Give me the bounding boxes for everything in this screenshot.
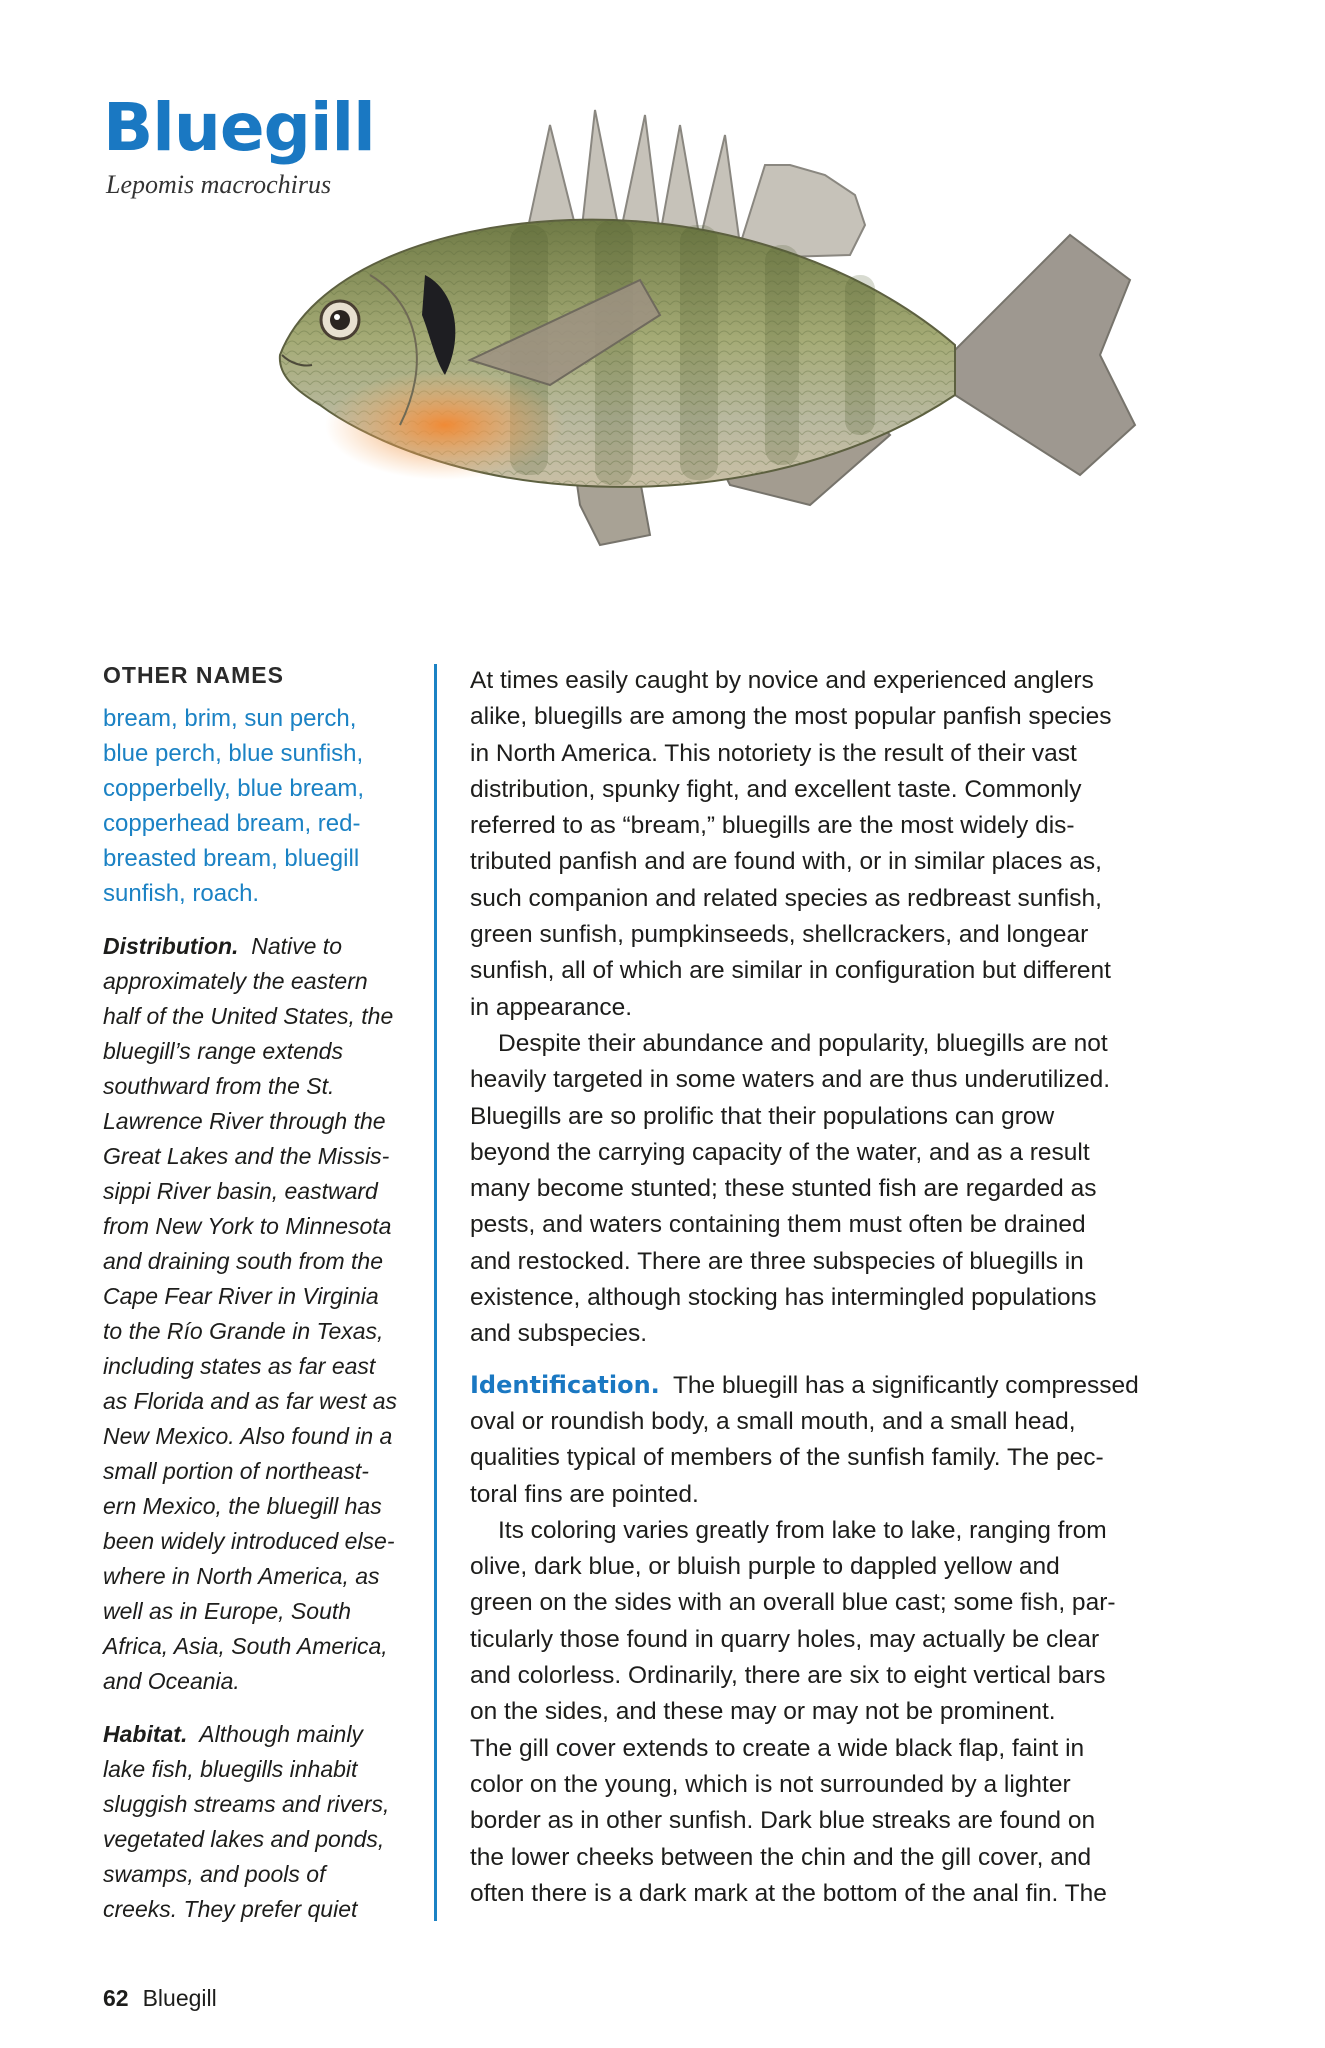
body-line: existence, although stocking has intermingled populations	[470, 1284, 1097, 1312]
habitat-line: Habitat. Although mainly	[103, 1721, 363, 1747]
body-line: on the sides, and these may or may not be prominent.	[470, 1698, 1056, 1726]
page-footer	[103, 1985, 217, 2012]
running-title: Bluegill	[142, 1985, 217, 2011]
distribution-line: Great Lakes and the Missis-	[103, 1143, 390, 1169]
column-divider	[434, 664, 437, 1921]
body-line: heavily targeted in some waters and are thus underutilized.	[470, 1066, 1111, 1094]
distribution-line: ern Mexico, the bluegill has	[103, 1493, 382, 1519]
body-line: border as in other sunfish. Dark blue streaks are found on	[470, 1807, 1096, 1835]
intro-paragraph	[470, 663, 1160, 1026]
distribution-line: Distribution. Native to	[103, 933, 342, 959]
body-line: pests, and waters containing them must often be drained	[470, 1211, 1086, 1239]
body-line: Bluegills are so prolific that their populations can grow	[470, 1102, 1055, 1130]
distribution-label: Distribution.	[103, 933, 239, 959]
page-number: 62	[103, 1985, 129, 2011]
body-line: The gill cover extends to create a wide black flap, faint in	[470, 1734, 1085, 1762]
distribution-line: sippi River basin, eastward	[103, 1178, 378, 1204]
distribution-line: southward from the St.	[103, 1073, 335, 1099]
body-line: alike, bluegills are among the most popular panfish species	[470, 703, 1112, 731]
body-line: Despite their abundance and popularity, bluegills are not	[498, 1029, 1108, 1057]
names-line: blue perch, blue sunfish,	[103, 740, 364, 767]
habitat-label: Habitat.	[103, 1721, 188, 1747]
distribution-line: been widely introduced else-	[103, 1528, 395, 1554]
body-line: distribution, spunky fight, and excellent taste. Commonly	[470, 775, 1082, 803]
distribution-line: Africa, Asia, South America,	[103, 1633, 388, 1659]
distribution-line: approximately the eastern	[103, 968, 368, 994]
body-line: in North America. This notoriety is the result of their vast	[470, 739, 1077, 767]
identification-label: Identification.	[470, 1370, 660, 1399]
other-names-heading: OTHER NAMES	[103, 662, 284, 688]
distribution-line: including states as far east	[103, 1353, 376, 1379]
scientific-name: Lepomis macrochirus	[106, 170, 332, 199]
tail-fin	[950, 235, 1135, 475]
distribution-line: bluegill’s range extends	[103, 1038, 343, 1064]
distribution-line: half of the United States, the	[103, 1003, 394, 1029]
habitat-line: sluggish streams and rivers,	[103, 1791, 390, 1817]
body-line: many become stunted; these stunted fish are regarded as	[470, 1175, 1097, 1203]
distribution-line: and Oceania.	[103, 1668, 240, 1694]
body-line: the lower cheeks between the chin and the gill cover, and	[470, 1843, 1092, 1871]
distribution-line: well as in Europe, South	[103, 1598, 352, 1624]
body-line: green on the sides with an overall blue cast; some fish, par-	[470, 1589, 1116, 1617]
names-line: sunfish, roach.	[103, 880, 260, 907]
body-line: often there is a dark mark at the bottom of the anal fin. The	[470, 1879, 1107, 1907]
body-line: Its coloring varies greatly from lake to lake, ranging from	[498, 1516, 1107, 1544]
distribution-line: from New York to Minnesota	[103, 1213, 392, 1239]
body-line: green sunfish, pumpkinseeds, shellcrackers, and longear	[470, 921, 1089, 949]
body-line: ticularly those found in quarry holes, may actually be clear	[470, 1625, 1100, 1653]
distribution-section	[103, 929, 413, 1699]
sidebar	[103, 662, 413, 1927]
names-line: copperbelly, blue bream,	[103, 775, 365, 802]
habitat-line: lake fish, bluegills inhabit	[103, 1756, 358, 1782]
orange-breast	[325, 370, 565, 480]
bluegill-fish-illustration	[250, 105, 1150, 645]
body-line: referred to as “bream,” bluegills are the most widely dis-	[470, 812, 1075, 840]
identification-paragraph	[470, 1367, 1160, 1513]
second-paragraph	[470, 1026, 1160, 1353]
body-line: oval or roundish body, a small mouth, and a small head,	[470, 1407, 1076, 1435]
body-line: in appearance.	[470, 993, 633, 1021]
distribution-line: and draining south from the	[103, 1248, 384, 1274]
names-line: bream, brim, sun perch,	[103, 705, 357, 732]
body-line: such companion and related species as redbreast sunfish,	[470, 884, 1102, 912]
body-line: and subspecies.	[470, 1320, 648, 1348]
distribution-line: New Mexico. Also found in a	[103, 1423, 393, 1449]
body-line: color on the young, which is not surrounded by a lighter	[470, 1770, 1071, 1798]
distribution-line: where in North America, as	[103, 1563, 380, 1589]
coloring-paragraph	[470, 1513, 1160, 1912]
habitat-line: swamps, and pools of	[103, 1861, 326, 1887]
body-line: Identification. The bluegill has a significantly compressed	[470, 1370, 1139, 1399]
body-line: toral fins are pointed.	[470, 1480, 699, 1508]
body-line: olive, dark blue, or bluish purple to dappled yellow and	[470, 1553, 1060, 1581]
other-names-list	[103, 701, 413, 911]
distribution-line: as Florida and as far west as	[103, 1388, 398, 1414]
habitat-line: vegetated lakes and ponds,	[103, 1826, 385, 1852]
body-line: and restocked. There are three subspecies of bluegills in	[470, 1247, 1084, 1275]
page-title: Bluegill	[103, 89, 375, 166]
habitat-line: creeks. They prefer quiet	[103, 1896, 358, 1922]
body-line: qualities typical of members of the sunfish family. The pec-	[470, 1444, 1104, 1472]
body-line: and colorless. Ordinarily, there are six to eight vertical bars	[470, 1662, 1106, 1690]
distribution-line: Lawrence River through the	[103, 1108, 386, 1134]
names-line: breasted bream, bluegill	[103, 845, 360, 872]
body-line: beyond the carrying capacity of the water, and as a result	[470, 1138, 1090, 1166]
habitat-section	[103, 1717, 413, 1927]
distribution-line: to the Río Grande in Texas,	[103, 1318, 384, 1344]
body-line: sunfish, all of which are similar in configuration but different	[470, 957, 1111, 985]
body-line: tributed panfish and are found with, or in similar places as,	[470, 848, 1102, 876]
main-text	[470, 663, 1160, 1912]
names-line: copperhead bream, red-	[103, 810, 361, 837]
distribution-line: small portion of northeast-	[103, 1458, 369, 1484]
body-line: At times easily caught by novice and experienced anglers	[470, 667, 1094, 694]
distribution-line: Cape Fear River in Virginia	[103, 1283, 379, 1309]
